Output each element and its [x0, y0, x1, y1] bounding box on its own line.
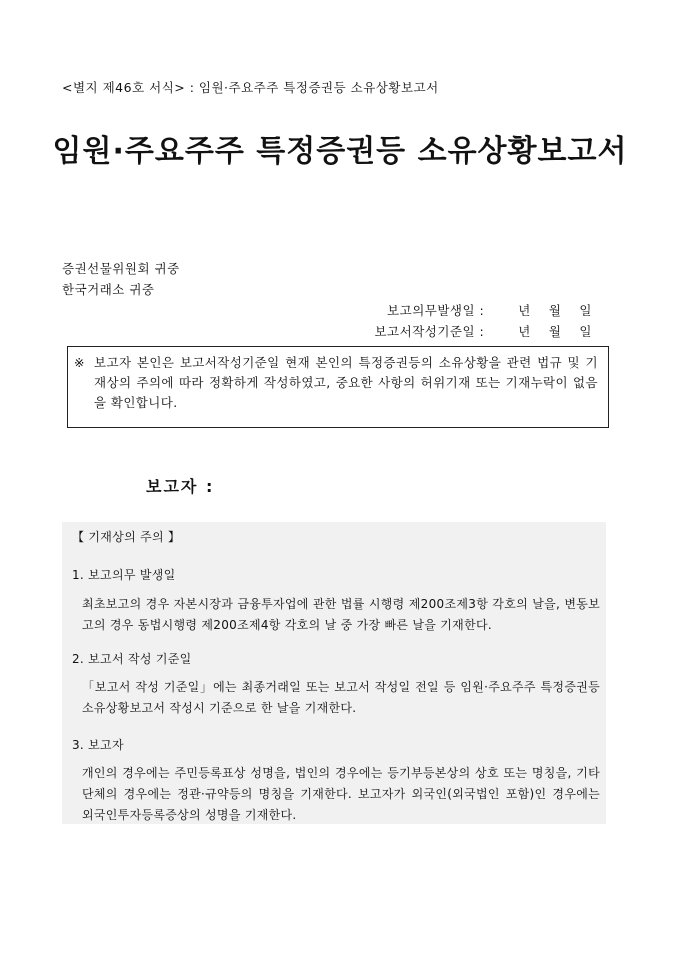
month-unit: 월 — [548, 324, 562, 339]
year-unit: 년 — [518, 303, 531, 318]
form-caption: <별지 제46호 서식> : 임원·주요주주 특정증권등 소유상황보고서 — [62, 80, 439, 95]
date-row-basis — [354, 322, 592, 340]
instructions-panel — [62, 522, 606, 824]
day-unit: 일 — [579, 324, 592, 339]
reporter-label: 보고자 : — [146, 477, 215, 496]
instructions-heading: 【 기재상의 주의 】 — [72, 530, 181, 544]
day-unit: 일 — [579, 303, 592, 318]
addressee-krx: 한국거래소 귀중 — [62, 282, 155, 297]
confirmation-notice-box — [67, 346, 609, 428]
section-title: 2. 보고서 작성 기준일 — [72, 652, 192, 666]
document-title: 임원·주요주주 특정증권등 소유상황보고서 — [52, 134, 628, 169]
section-text: 최초보고의 경우 자본시장과 금융투자업에 관한 법률 시행령 제200조제3항 각호의 날을, 변동보고의 경우 동법시행령 제200조제4항 각호의 날 중 가장 빠른 날을 기재한다. — [82, 597, 600, 632]
notice-text: 보고자 본인은 보고서작성기준일 현재 본인의 특정증권등의 소유상황을 관련 법규 및 기재상의 주의에 따라 정확하게 작성하였고, 중요한 사항의 허위기재 또는 기재누락이 없음을 확인합니다. — [94, 355, 598, 410]
section-text: 「보고서 작성 기준일」에는 최종거래일 또는 보고서 작성일 전일 등 임원·주요주주 특정증권등 소유상황보고서 작성시 기준으로 한 날을 기재한다. — [82, 680, 600, 715]
year-unit: 년 — [518, 324, 531, 339]
reference-mark-icon: ※ — [74, 355, 85, 370]
section-text: 개인의 경우에는 주민등록표상 성명을, 법인의 경우에는 등기부등본상의 상호 또는 명칭을, 기타 단체의 경우에는 정관·규약등의 명칭을 기재한다. 보고자가 외국인(외국법인 포함)인 경우에는 외국인투자등록증상의 성명을 기재한다. — [82, 766, 600, 822]
addressee-sfc: 증권선물위원회 귀중 — [62, 261, 180, 276]
date-label: 보고의무발생일 : — [387, 303, 485, 318]
section-title: 3. 보고자 — [72, 738, 124, 752]
section-title: 1. 보고의무 발생일 — [72, 568, 176, 582]
date-label: 보고서작성기준일 : — [374, 324, 485, 339]
date-row-obligation — [354, 301, 592, 319]
month-unit: 월 — [548, 303, 562, 318]
